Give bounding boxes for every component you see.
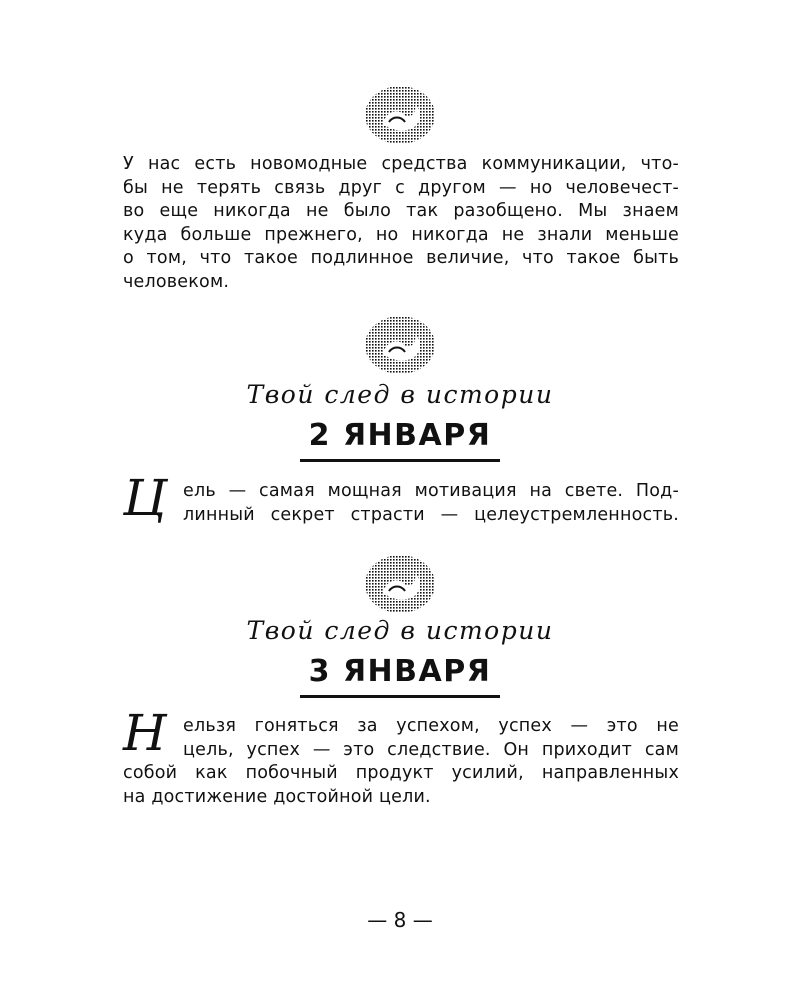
entry-text xyxy=(183,480,679,527)
ornament-graphic xyxy=(363,314,437,376)
date-title: 3 ЯНВАРЯ xyxy=(300,654,500,698)
page-number: — 8 — xyxy=(367,908,433,932)
circular-dotted-ornament-icon xyxy=(363,84,437,146)
intro-line: куда больше прежнего, но никогда не знали меньше xyxy=(123,224,679,245)
date-title: 2 ЯНВАРЯ xyxy=(300,418,500,462)
entry-text xyxy=(183,715,679,762)
intro-line: человеком. xyxy=(123,271,230,292)
circular-dotted-ornament-icon xyxy=(363,314,437,376)
script-heading: Твой след в истории xyxy=(246,380,554,409)
drop-cap: Ц xyxy=(123,469,167,527)
entry-line: ель — самая мощная мотивация на свете. Под- xyxy=(183,481,679,501)
ornament-graphic xyxy=(363,84,437,146)
intro-line: во еще никогда не было так разобщено. Мы знаем xyxy=(123,201,679,221)
intro-line: бы не терять связь друг с другом — но человечест- xyxy=(123,177,679,198)
intro-line: о том, что такое подлинное величие, что такое быть xyxy=(123,248,679,268)
intro-line: У нас есть новомодные средства коммуникации, что- xyxy=(123,154,679,174)
script-heading: Твой след в истории xyxy=(246,616,554,645)
entry-line: цель, успех — это следствие. Он приходит сам xyxy=(183,739,679,760)
entry-line: линный секрет страсти — целеустремленность. xyxy=(183,504,679,525)
ornament-graphic xyxy=(363,553,437,615)
entry-text-continued xyxy=(123,762,679,809)
drop-cap: Н xyxy=(123,704,167,762)
intro-paragraph xyxy=(123,153,679,294)
entry-line: ельзя гоняться за успехом, успех — это не xyxy=(183,716,679,736)
entry-line: на достижение достойной цели. xyxy=(123,786,431,807)
circular-dotted-ornament-icon xyxy=(363,553,437,615)
entry-line: собой как побочный продукт усилий, направленных xyxy=(123,763,679,783)
